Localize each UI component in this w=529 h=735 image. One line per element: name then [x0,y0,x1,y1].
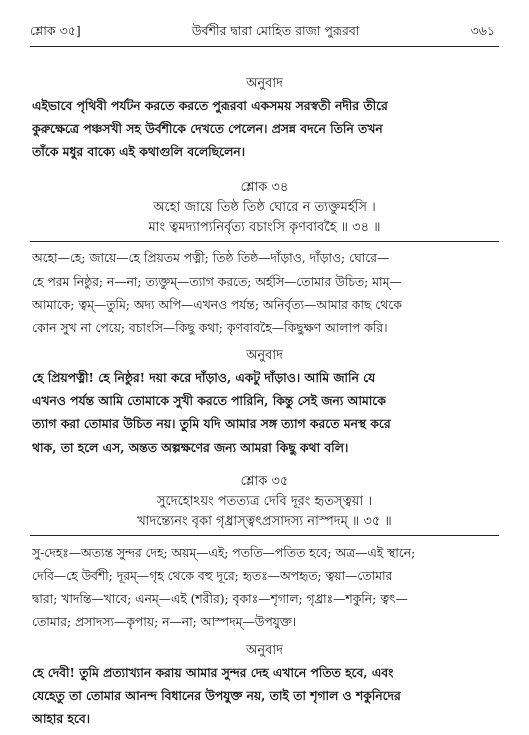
translation-line: থাক, তা হলে এস, অন্তত অল্পক্ষণের জন্য আমরা কিছু কথা বলি। [32,440,349,455]
translation-line: কুরুক্ষেত্রে পঞ্চসখী সহ উর্বশীকে দেখতে পেলেন। প্রসন্ন বদনে তিনি তখন [32,121,383,136]
synonyms-line: হে পরম নিষ্ঠুর; ন—না; ত্যক্তুম্—ত্যাগ করতে; অর্হসি—তোমার উচিত; মাম্— [32,275,402,289]
verse-line: খাদন্ত্যেনং বৃকা গৃধ্রাস্ত্বৎপ্রসাদস্য নাস্পদম্ ॥ ৩৫ ॥ [137,514,392,529]
verse-line: অহো জায়ে তিষ্ঠ তিষ্ঠ ঘোরে ন ত্যক্তুমর্হসি । [153,200,376,215]
header-rule [30,46,499,47]
translation-heading: অনুবাদ [246,348,283,363]
translation-heading: অনুবাদ [246,643,283,658]
synonyms-line: অহো—হে; জায়ে—হে প্রিয়তম পত্নী; তিষ্ঠ তিষ্ঠ—দাঁড়াও, দাঁড়াও; ঘোরে— [32,251,390,265]
header-verse-ref: শ্লোক ৩৫] [30,23,81,38]
translation-heading: অনুবাদ [246,76,283,91]
section-divider [30,241,499,242]
synonyms-line: দ্বারা; খাদন্তি—খাবে; এনম্—এই (শরীর); বৃকাঃ—শৃগাল; গৃধ্রাঃ—শকুনি; ত্বৎ— [32,592,408,606]
translation-line: এইভাবে পৃথিবী পর্যটন করতে করতে পুরূরবা একসময় সরস্বতী নদীর তীরে [32,98,388,113]
verse-line: মাং ত্বমদ্যাপ্যনির্বৃত্য বচাংসি কৃণবাবহৈ ॥ ৩৪ ॥ [148,220,381,235]
verse-line: সুদেহোঽয়ং পতত্যত্র দেবি দূরং হৃতস্ত্বয়া । [156,494,373,509]
translation-line: হে দেবী! তুমি প্রত্যাখ্যান করায় আমার সুন্দর দেহ এখানে পতিত হবে, এবং [32,665,394,680]
verse-heading: শ্লোক ৩৫ [240,474,289,489]
header-chapter-title: উর্বশীর দ্বারা মোহিত রাজা পুরূরবা [191,23,360,38]
translation-line: যেহেতু তা তোমার আনন্দ বিধানের উপযুক্ত নয়, তাই তা শৃগাল ও শকুনিদের [32,688,401,703]
translation-line: ত্যাগ করা তোমার উচিত নয়। তুমি যদি আমার সঙ্গ ত্যাগ করতে মনস্থ করে [32,416,391,431]
synonyms-line: কোন সুখ না পেয়ে; বচাংসি—কিছু কথা; কৃণবাবহৈ—কিছুক্ষণ আলাপ করি। [32,321,388,335]
translation-line: হে প্রিয়পত্নী! হে নিষ্ঠুর! দয়া করে দাঁড়াও, একটু দাঁড়াও। আমি জানি যে [32,370,376,385]
translation-line: এখনও পর্যন্ত আমি তোমাকে সুখী করতে পারিনি, কিন্তু সেই জন্য আমাকে [32,393,386,408]
page-number: ৩৬১ [470,23,495,38]
verse-heading: শ্লোক ৩৪ [240,180,289,195]
synonyms-line: দেবি—হে উর্বশী; দূরম্—গৃহ থেকে বহু দূরে; হৃতঃ—অপহৃত; ত্বয়া—তোমার [32,569,393,583]
synonyms-line: সু-দেহঃ—অত্যন্ত সুন্দর দেহ; অয়ম্—এই; পততি—পতিত হবে; অত্র—এই স্থানে; [32,546,416,560]
translation-line: আহার হবে। [32,711,91,726]
synonyms-line: আমাকে; ত্বম্—তুমি; অদ্য অপি—এখনও পর্যন্ত; অনির্বৃত্য—আমার কাছ থেকে [32,298,402,312]
translation-line: তাঁকে মধুর বাক্যে এই কথাগুলি বলেছিলেন। [32,144,245,159]
synonyms-line: তোমার; প্রসাদস্য—কৃপায়; ন—না; আস্পদম্—উপযুক্ত। [32,615,297,629]
running-header [30,22,495,44]
section-divider [30,535,499,536]
